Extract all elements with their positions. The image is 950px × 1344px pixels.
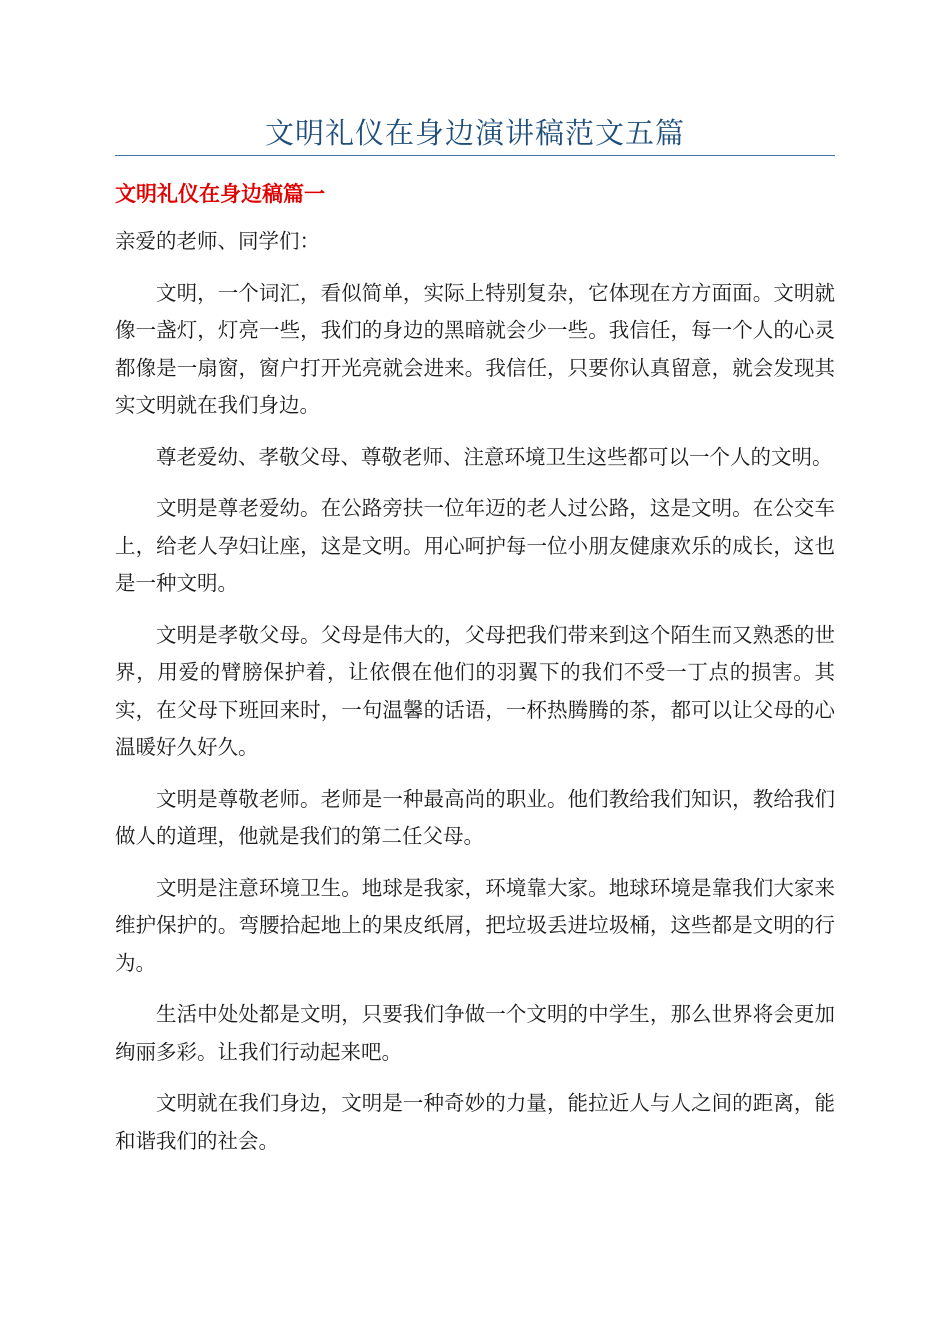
paragraph: 文明是孝敬父母。父母是伟大的，父母把我们带来到这个陌生而又熟悉的世界，用爱的臂膀保护着，让依偎在他们的羽翼下的我们不受一丁点的损害。其实，在父母下班回来时，一句温馨的话语，一杯热腾腾的茶，都可以让父母的心温暖好久好久。 xyxy=(115,622,835,759)
document-title: 文明礼仪在身边演讲稿范文五篇 xyxy=(264,116,685,150)
document-body xyxy=(115,223,835,1174)
paragraph: 文明是尊敬老师。老师是一种最高尚的职业。他们教给我们知识，教给我们做人的道理，他就是我们的第二任父母。 xyxy=(115,786,835,848)
title-divider xyxy=(115,155,835,156)
section-heading: 文明礼仪在身边稿篇一 xyxy=(115,182,325,206)
paragraph: 文明就在我们身边，文明是一种奇妙的力量，能拉近人与人之间的距离，能和谐我们的社会。 xyxy=(115,1091,835,1153)
paragraph: 文明，一个词汇，看似简单，实际上特别复杂，它体现在方方面面。文明就像一盏灯，灯亮一些，我们的身边的黑暗就会少一些。我信任，每一个人的心灵都像是一扇窗，窗户打开光亮就会进来。我信任，只要你认真留意，就会发现其实文明就在我们身边。 xyxy=(115,280,835,417)
paragraph: 尊老爱幼、孝敬父母、尊敬老师、注意环境卫生这些都可以一个人的文明。 xyxy=(156,444,833,469)
paragraph: 文明是注意环境卫生。地球是我家，环境靠大家。地球环境是靠我们大家来维护保护的。弯腰拾起地上的果皮纸屑，把垃圾丢进垃圾桶，这些都是文明的行为。 xyxy=(115,875,835,975)
paragraph: 文明是尊老爱幼。在公路旁扶一位年迈的老人过公路，这是文明。在公交车上，给老人孕妇让座，这是文明。用心呵护每一位小朋友健康欢乐的成长，这也是一种文明。 xyxy=(115,496,835,595)
salutation: 亲爱的老师、同学们： xyxy=(115,229,320,253)
paragraph: 生活中处处都是文明，只要我们争做一个文明的中学生，那么世界将会更加绚丽多彩。让我们行动起来吧。 xyxy=(115,1002,835,1064)
